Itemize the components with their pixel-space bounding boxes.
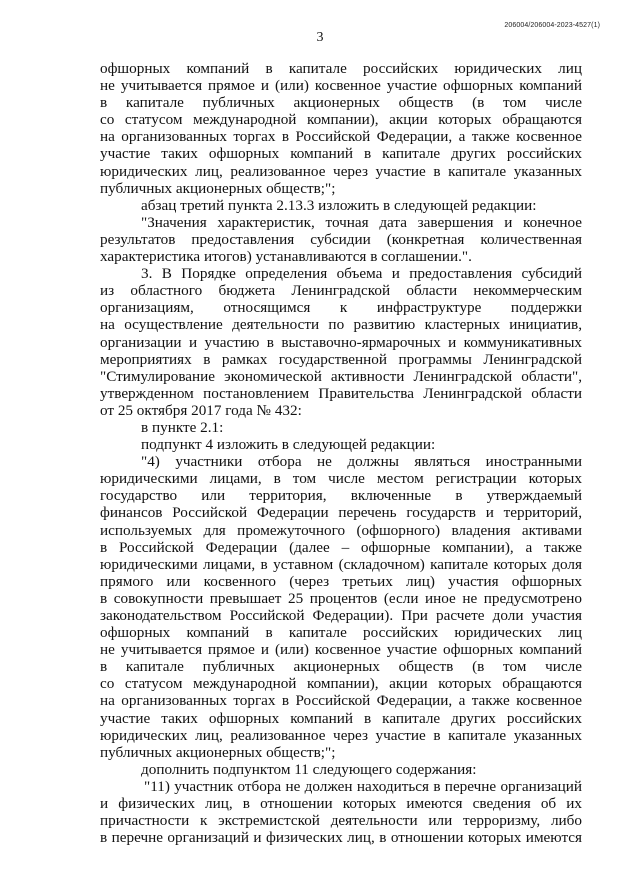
text-line: на осуществление деятельности по развитию кластерных инициатив, xyxy=(100,316,582,334)
text-line: из областного бюджета Ленинградской области некоммерческим xyxy=(100,282,582,300)
text-line: не учитывается прямое и (или) косвенное участие офшорных компаний xyxy=(100,641,582,659)
text-line: государство или территория, включенные в утверждаемый xyxy=(100,487,582,505)
text-line: участие таких офшорных компаний в капитале других российских xyxy=(100,709,582,727)
text-line: в капитале публичных акционерных обществ (в том числе xyxy=(100,94,582,112)
text-line: офшорных компаний в капитале российских юридических лиц xyxy=(100,624,582,642)
text-line: на организованных торгах в Российской Федерации, а также косвенное xyxy=(100,692,582,710)
text-line: прямого или косвенного (через третьих лиц) участия офшорных xyxy=(100,572,582,590)
text-line: в Российской Федерации (далее – офшорные компании), а также xyxy=(100,538,582,556)
text-line: причастности к экстремистской деятельности или терроризму, либо xyxy=(100,812,582,830)
text-line: организации и участию в выставочно-ярмарочных и коммуникативных xyxy=(100,333,582,351)
text-line: юридическими лицами, в уставном (складочном) капитале которых доля xyxy=(100,555,582,573)
text-line: в пункте 2.1: xyxy=(141,418,224,436)
text-line: офшорных компаний в капитале российских юридических лиц xyxy=(100,60,582,77)
text-line: утвержденном постановлением Правительства Ленинградской области xyxy=(100,384,582,402)
text-line: в капитале публичных акционерных обществ (в том числе xyxy=(100,658,582,676)
document-body xyxy=(100,60,582,846)
document-id: 206004/206004-2023-4527(1) xyxy=(504,22,600,29)
text-line: характеристика итогов) устанавливаются в соглашении.". xyxy=(100,248,472,266)
text-line: юридическими лицами, в том числе местом регистрации которых xyxy=(100,470,582,488)
page-number: 3 xyxy=(316,30,324,45)
text-line: подпункт 4 изложить в следующей редакции: xyxy=(141,436,436,454)
text-line: не учитывается прямое и (или) косвенное участие офшорных компаний xyxy=(100,77,582,95)
text-line: используемых для промежуточного (офшорного) владения активами xyxy=(100,521,582,539)
text-line: организациям, относящимся к инфраструктуре поддержки xyxy=(100,299,582,317)
text-line: мероприятиях в рамках государственной программы Ленинградской xyxy=(100,350,582,368)
text-line: на организованных торгах в Российской Федерации, а также косвенное xyxy=(100,128,582,146)
text-line: 3. В Порядке определения объема и предоставления субсидий xyxy=(141,265,582,283)
text-line: "4) участники отбора не должны являться иностранными xyxy=(141,453,582,471)
text-line: дополнить подпунктом 11 следующего содержания: xyxy=(141,760,477,778)
text-line: в совокупности превышает 25 процентов (если иное не предусмотрено xyxy=(100,589,582,607)
text-line: "Стимулирование экономической активности Ленинградской области", xyxy=(100,367,582,385)
text-line: "Значения характеристик, точная дата завершения и конечное xyxy=(141,213,582,231)
text-line: законодательством Российской Федерации). При расчете доли участия xyxy=(100,607,582,624)
text-line: юридических лиц, реализованное через участие в капитале указанных xyxy=(100,162,582,180)
text-line: публичных акционерных обществ;"; xyxy=(100,179,336,197)
text-line: со статусом международной компании), акции которых обращаются xyxy=(100,675,582,693)
text-line: юридических лиц, реализованное через участие в капитале указанных xyxy=(100,726,582,744)
text-line: абзац третий пункта 2.13.3 изложить в следующей редакции: xyxy=(141,196,537,214)
text-line: "11) участник отбора не должен находиться в перечне организаций xyxy=(144,777,582,795)
text-line: в перечне организаций и физических лиц, в отношении которых имеются xyxy=(100,829,582,847)
text-line: результатов предоставления субсидии (конкретная количественная xyxy=(100,230,582,248)
text-line: финансов Российской Федерации перечень государств и территорий, xyxy=(100,504,582,522)
text-line: публичных акционерных обществ;"; xyxy=(100,743,336,761)
text-line: участие таких офшорных компаний в капитале других российских xyxy=(100,145,582,163)
text-line: и физических лиц, в отношении которых имеются сведения об их xyxy=(100,795,582,813)
text-line: со статусом международной компании), акции которых обращаются xyxy=(100,111,582,129)
text-line: от 25 октября 2017 года № 432: xyxy=(100,401,302,419)
